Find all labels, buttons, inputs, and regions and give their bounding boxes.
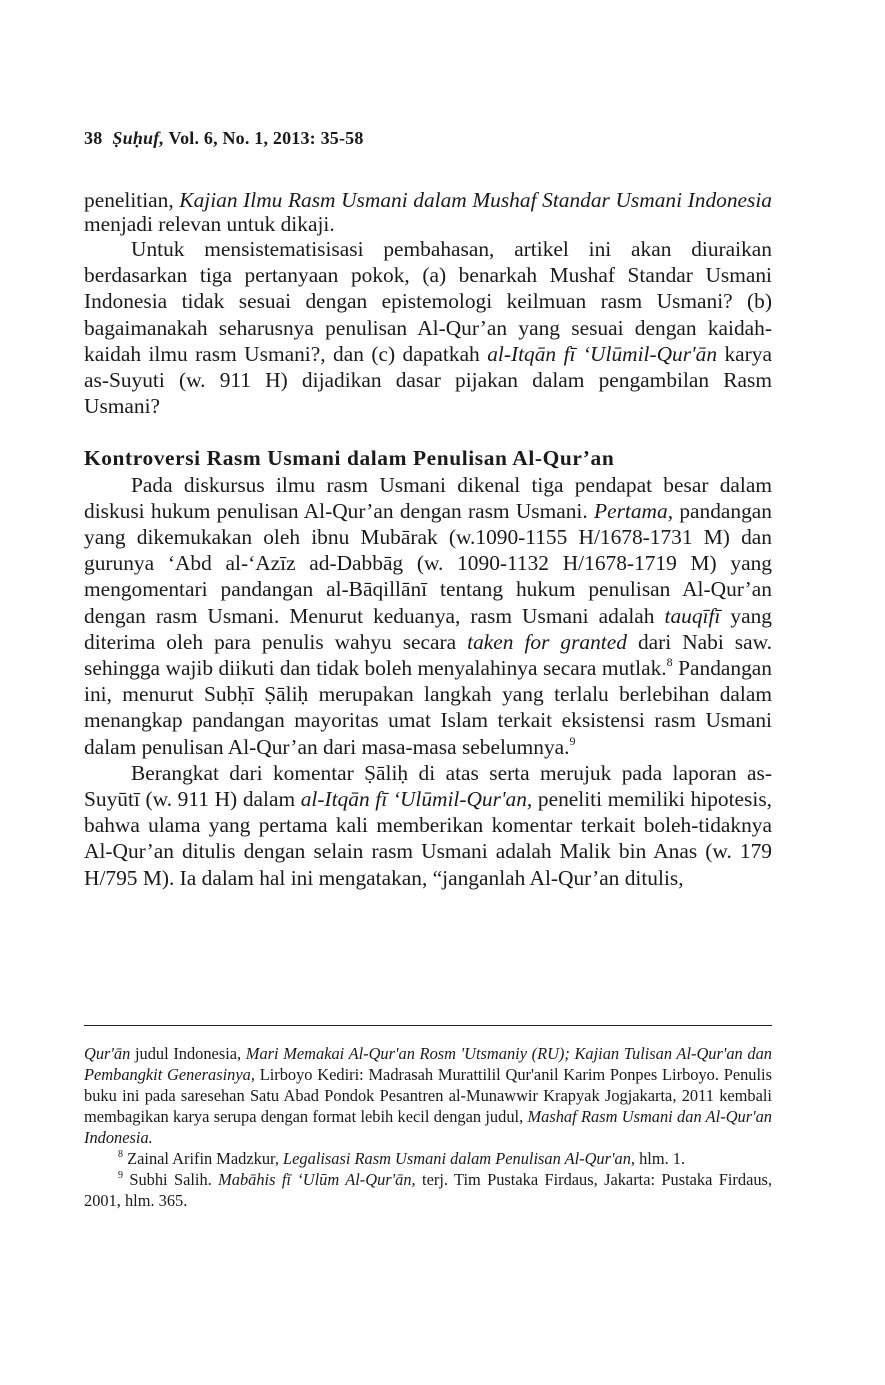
footnotes (84, 1043, 772, 1211)
italic-book-title: al-Itqān fī ‘Ulūmil-Qur'an, (300, 787, 533, 812)
footnote-divider (84, 1025, 772, 1026)
footnote-9: $^9$ Subhi Salih. Mabāhis fī ‘Ulūm Al-Qur'ān, terj. Tim Pustaka Firdaus, Jakarta: Pustaka Firdaus, 2001, hlm. 365. (84, 1170, 773, 1210)
italic-title: Kajian Ilmu Rasm Usmani dalam Mushaf Standar Usmani Indonesia (179, 188, 772, 212)
footnote-continuation: Qur'ān judul Indonesia, Mari Memakai Al-Qur'an Rosm 'Utsmaniy (RU); Kajian Tulisan Al-Qur'an dan Pembangkit Generasinya, Lirboyo Kediri: Madrasah Murattilil Qur'anil Karim Ponpes Lirboyo. Penulis buku ini pada saresehan Satu Abad Pondok Pesantren al-Munawwir Krapyak Jogjakarta, 2011 kembali membagikan karya serupa dengan format lebih kecil dengan judul, Mashaf Rasm Usmani dan Al-Qur'an Indonesia. (84, 1044, 772, 1147)
page-number: 38 (84, 128, 103, 148)
paragraph-1: penelitian, Kajian Ilmu Rasm Usmani dalam Mushaf Standar Usmani Indonesia menjadi relevan untuk dikaji. (84, 188, 772, 236)
italic-book-title: al-Itqān fī ‘Ulūmil-Qur'ān (487, 341, 718, 366)
footnote-number: 8 (118, 1149, 123, 1160)
footnote-ref-8[interactable]: 8 (666, 655, 673, 670)
section-heading: Kontroversi Rasm Usmani dalam Penulisan Al-Qur’an (84, 446, 615, 471)
paragraph-2: Untuk mensistematisisasi pembahasan, artikel ini akan diuraikan berdasarkan tiga pertanyaan pokok, (a) benarkah Mushaf Standar Usmani Indonesia tidak sesuai dengan epistemologi keilmuan rasm Usmani? (b) bagaimanakah seharusnya penulisan Al-Qur’an yang sesuai dengan kaidah-kaidah ilmu rasm Usmani?, dan (c) dapatkah al-Itqān fī ‘Ulūmil-Qur'ān karya as-Suyuti (w. 911 H) dijadikan dasar pijakan dalam pengambilan Rasm Usmani? (84, 237, 772, 419)
journal-citation: Vol. 6, No. 1, 2013: 35-58 (168, 128, 364, 148)
paragraph-3: Pada diskursus ilmu rasm Usmani dikenal tiga pendapat besar dalam diskusi hukum penulisan Al-Qur’an dengan rasm Usmani. Pertama, pandangan yang dikemukakan oleh ibnu Mubārak (w.1090-1155 H/1678-1731 M) dan gurunya ‘Abd al-‘Azīz ad-Dabbāg (w. 1090-1132 H/1678-1719 M) yang mengomentari pandangan al-Bāqillānī tentang hukum penulisan Al-Qur’an dengan rasm Usmani. Menurut keduanya, rasm Usmani adalah tauqīfī yang diterima oleh para penulis wahyu secara taken for granted dari Nabi saw. sehingga wajib diikuti dan tidak boleh menyalahinya secara mutlak.$^8$ Pandangan ini, menurut Subḥī Ṣāliḥ merupakan langkah yang terlalu berlebihan dalam menangkap pandangan mayoritas umat Islam terkait eksistensi rasm Usmani dalam penulisan Al-Qur’an dari masa-masa sebelumnya.$^9$ (84, 472, 772, 759)
main-text (84, 188, 772, 891)
footnote-8: $^8$ Zainal Arifin Madzkur, Legalisasi Rasm Usmani dalam Penulisan Al-Qur'an, hlm. 1. (118, 1149, 686, 1168)
paragraph-4: Berangkat dari komentar Ṣāliḥ di atas serta merujuk pada laporan as-Suyūtī (w. 911 H) dalam al-Itqān fī ‘Ulūmil-Qur'an, peneliti memiliki hipotesis, bahwa ulama yang pertama kali memberikan komentar terkait boleh-tidaknya Al-Qur’an ditulis dengan selain rasm Usmani adalah Malik bin Anas (w. 179 H/795 M). Ia dalam hal ini mengatakan, “janganlah Al-Qur’an ditulis, (84, 760, 772, 890)
footnote-number: 9 (118, 1170, 123, 1181)
journal-name: Ṣuḥuf, (112, 128, 165, 148)
running-header (84, 128, 364, 149)
footnote-ref-9[interactable]: 9 (569, 733, 576, 748)
